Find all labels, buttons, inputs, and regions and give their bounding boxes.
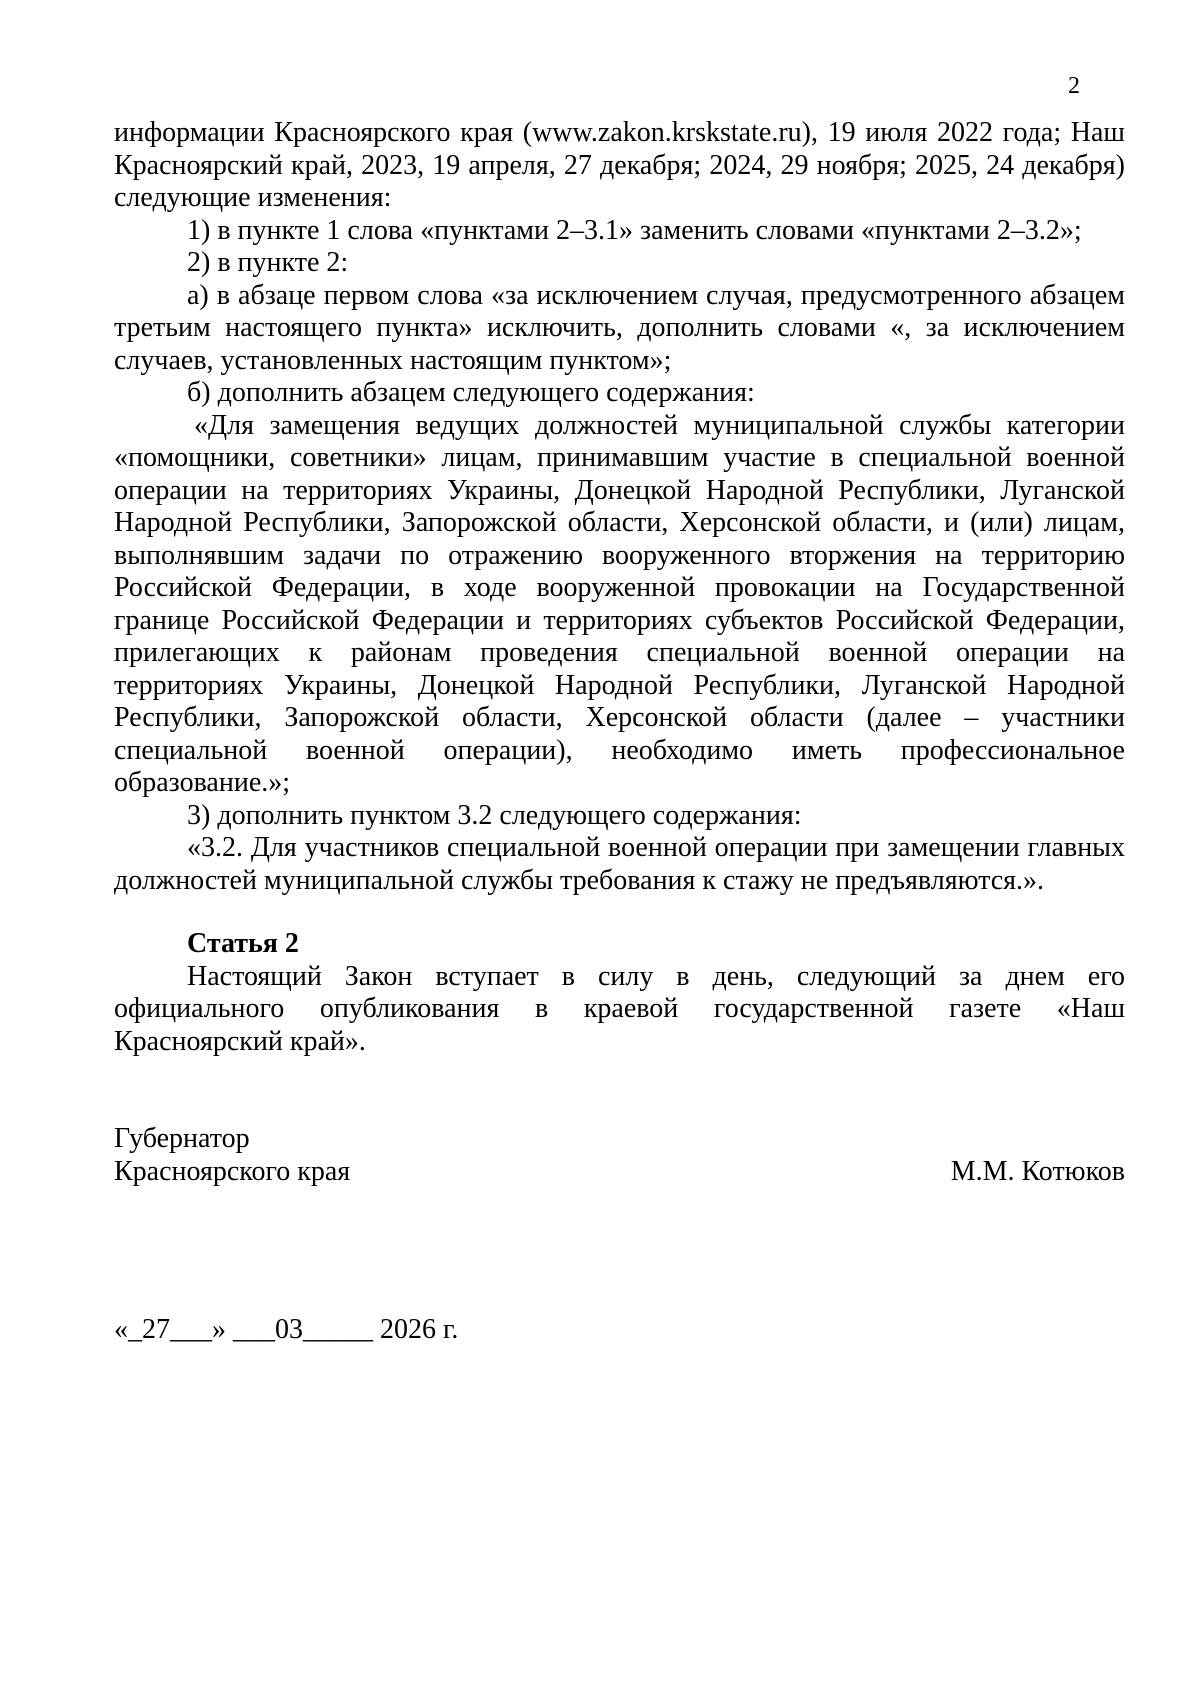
- paragraph-quoted-3-2: «3.2. Для участников специальной военной операции при замещении главных должностей муниципальной службы требования к стажу не предъявляются.».: [114, 832, 1125, 896]
- paragraph-item-2: 2) в пункте 2:: [187, 247, 349, 278]
- paragraph-subitem-b: б) дополнить абзацем следующего содержания:: [187, 377, 755, 408]
- signing-date: «_27___» ___03_____ 2026 г.: [114, 1314, 459, 1345]
- paragraph-article-2: Настоящий Закон вступает в силу в день, следующий за днем его официального опубликования в краевой государственной газете «Наш Красноярский край».: [114, 960, 1125, 1057]
- paragraph-quoted-addition: «Для замещения ведущих должностей муниципальной службы категории «помощники, советники» лицам, принимавшим участие в специальной военной операции на территориях Украины, Донецкой Народной Республики, Луганской Народной Республики, Запорожской области, Херсонской области, и (или) лицам, выполнявшим задачи по отражению вооруженного вторжения на территорию Российской Федерации, в ходе вооруженной провокации на Государственной границе Российской Федерации и территориях субъектов Российской Федерации, прилегающих к районам проведения специальной военной операции на территориях Украины, Донецкой Народной Республики, Луганской Народной Республики, Запорожской области, Херсонской области (далее – участники специальной военной операции), необходимо иметь профессиональное образование.»;: [114, 409, 1125, 798]
- paragraph-subitem-a: а) в абзаце первом слова «за исключением случая, предусмотренного абзацем третьим настоящего пункта» исключить, дополнить словами «, за исключением случаев, установленных настоящим пунктом»;: [114, 279, 1125, 376]
- paragraph-item-3: 3) дополнить пунктом 3.2 следующего содержания:: [187, 799, 802, 831]
- paragraph-item-1: 1) в пункте 1 слова «пунктами 2–3.1» заменить словами «пунктами 2–3.2»;: [187, 214, 1082, 246]
- article-heading: Статья 2: [187, 928, 299, 959]
- signatory-name: М.М. Котюков: [950, 1155, 1125, 1187]
- signatory-region: Красноярского края: [114, 1155, 351, 1187]
- page-number: 2: [1068, 73, 1080, 99]
- signature-row: [114, 1156, 1125, 1189]
- signatory-title: Губернатор: [114, 1123, 250, 1154]
- signature-block: [114, 1123, 1125, 1188]
- paragraph-continuation: информации Красноярского края (www.zakon.krskstate.ru), 19 июля 2022 года; Наш Красноярский край, 2023, 19 апреля, 27 декабря; 2024, 29 ноября; 2025, 24 декабря) следующие изменения:: [114, 117, 1125, 213]
- document-body: [114, 117, 1125, 1058]
